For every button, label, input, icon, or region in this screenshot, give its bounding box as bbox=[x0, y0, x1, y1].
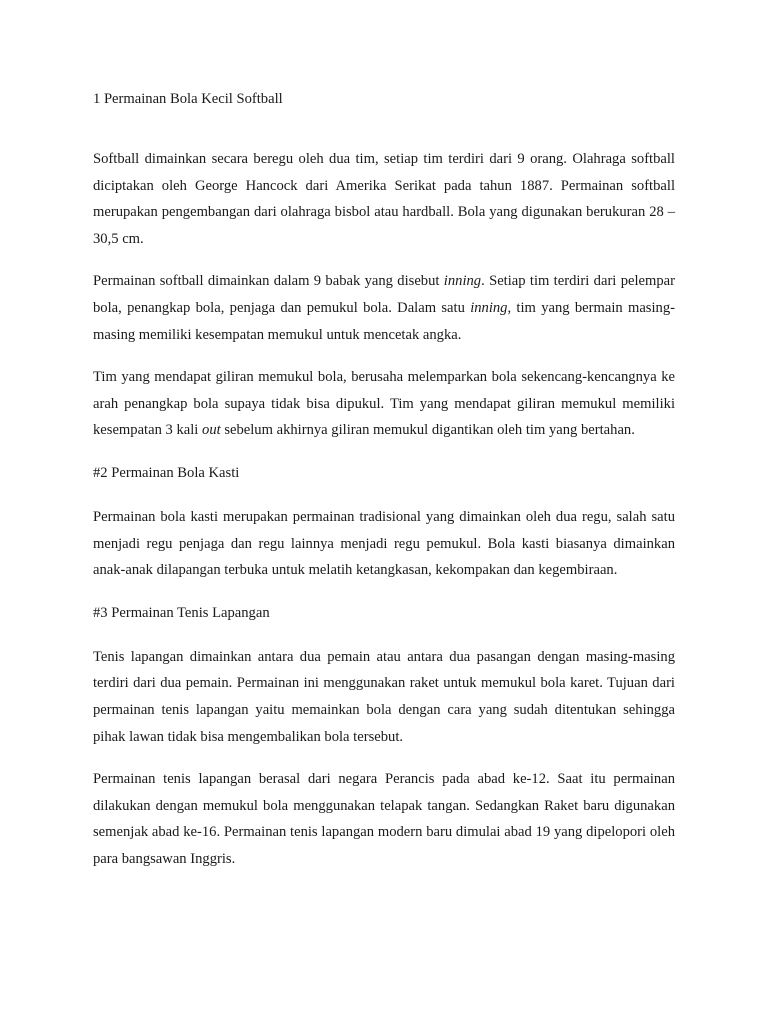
body-paragraph bbox=[93, 504, 675, 584]
paragraph-text: , tim yang bermain masing-masing memiliki kesempatan memukul untuk mencetak angka. bbox=[93, 299, 675, 343]
document-body bbox=[93, 146, 675, 888]
paragraph-text: Softball dimainkan secara beregu oleh dua tim, setiap tim terdiri dari 9 orang. Olahraga softball diciptakan oleh George Hancock dari Amerika Serikat pada tahun 1887. Permainan softball merupakan pengembangan dari olahraga bisbol atau hardball. Bola yang digunakan berukuran 28 – 30,5 cm. bbox=[93, 151, 675, 247]
body-paragraph bbox=[93, 766, 675, 872]
italic-term: inning bbox=[470, 299, 508, 316]
body-paragraph bbox=[93, 146, 675, 252]
paragraph-text: Tenis lapangan dimainkan antara dua pemain atau antara dua pasangan dengan masing-masing terdiri dari dua pemain. Permainan ini menggunakan raket untuk memukul bola karet. Tujuan dari permainan tenis lapangan yaitu memainkan bola dengan cara yang sudah ditentukan sehingga pihak lawan tidak bisa mengembalikan bola tersebut. bbox=[93, 648, 675, 745]
section-heading: #3 Permainan Tenis Lapangan bbox=[93, 604, 270, 621]
section-heading: #2 Permainan Bola Kasti bbox=[93, 464, 240, 481]
paragraph-text: Permainan bola kasti merupakan permainan tradisional yang dimainkan oleh dua regu, salah satu menjadi regu penjaga dan regu lainnya menjadi regu pemukul. Bola kasti biasanya dimainkan anak-anak dilapangan terbuka untuk melatih ketangkasan, kekompakan dan kegembiraan. bbox=[93, 508, 675, 579]
document-title: 1 Permainan Bola Kecil Softball bbox=[93, 91, 283, 107]
paragraph-text: Permainan softball dimainkan dalam 9 babak yang disebut bbox=[93, 273, 444, 290]
body-paragraph bbox=[93, 644, 675, 750]
body-paragraph bbox=[93, 364, 675, 444]
italic-term: inning bbox=[443, 273, 482, 290]
body-paragraph bbox=[93, 268, 675, 348]
paragraph-text: sebelum akhirnya giliran memukul digantikan oleh tim yang bertahan. bbox=[220, 422, 635, 439]
paragraph-text: . Setiap tim terdiri dari pelempar bola, penangkap bola, penjaga dan pemukul bola. Dalam satu bbox=[93, 273, 675, 316]
paragraph-text: Permainan tenis lapangan berasal dari negara Perancis pada abad ke-12. Saat itu permainan dilakukan dengan memukul bola menggunakan telapak tangan. Sedangkan Raket baru digunakan semenjak abad ke-16. Permainan tenis lapangan modern baru dimulai abad 19 yang dipelopori oleh para bangsawan Inggris. bbox=[93, 771, 675, 867]
paragraph-text: Tim yang mendapat giliran memukul bola, berusaha melemparkan bola sekencang-kencangnya ke arah penangkap bola supaya tidak bisa dipukul. Tim yang mendapat giliran memukul memiliki kesempatan 3 kali bbox=[93, 369, 675, 439]
italic-term: out bbox=[202, 422, 221, 439]
